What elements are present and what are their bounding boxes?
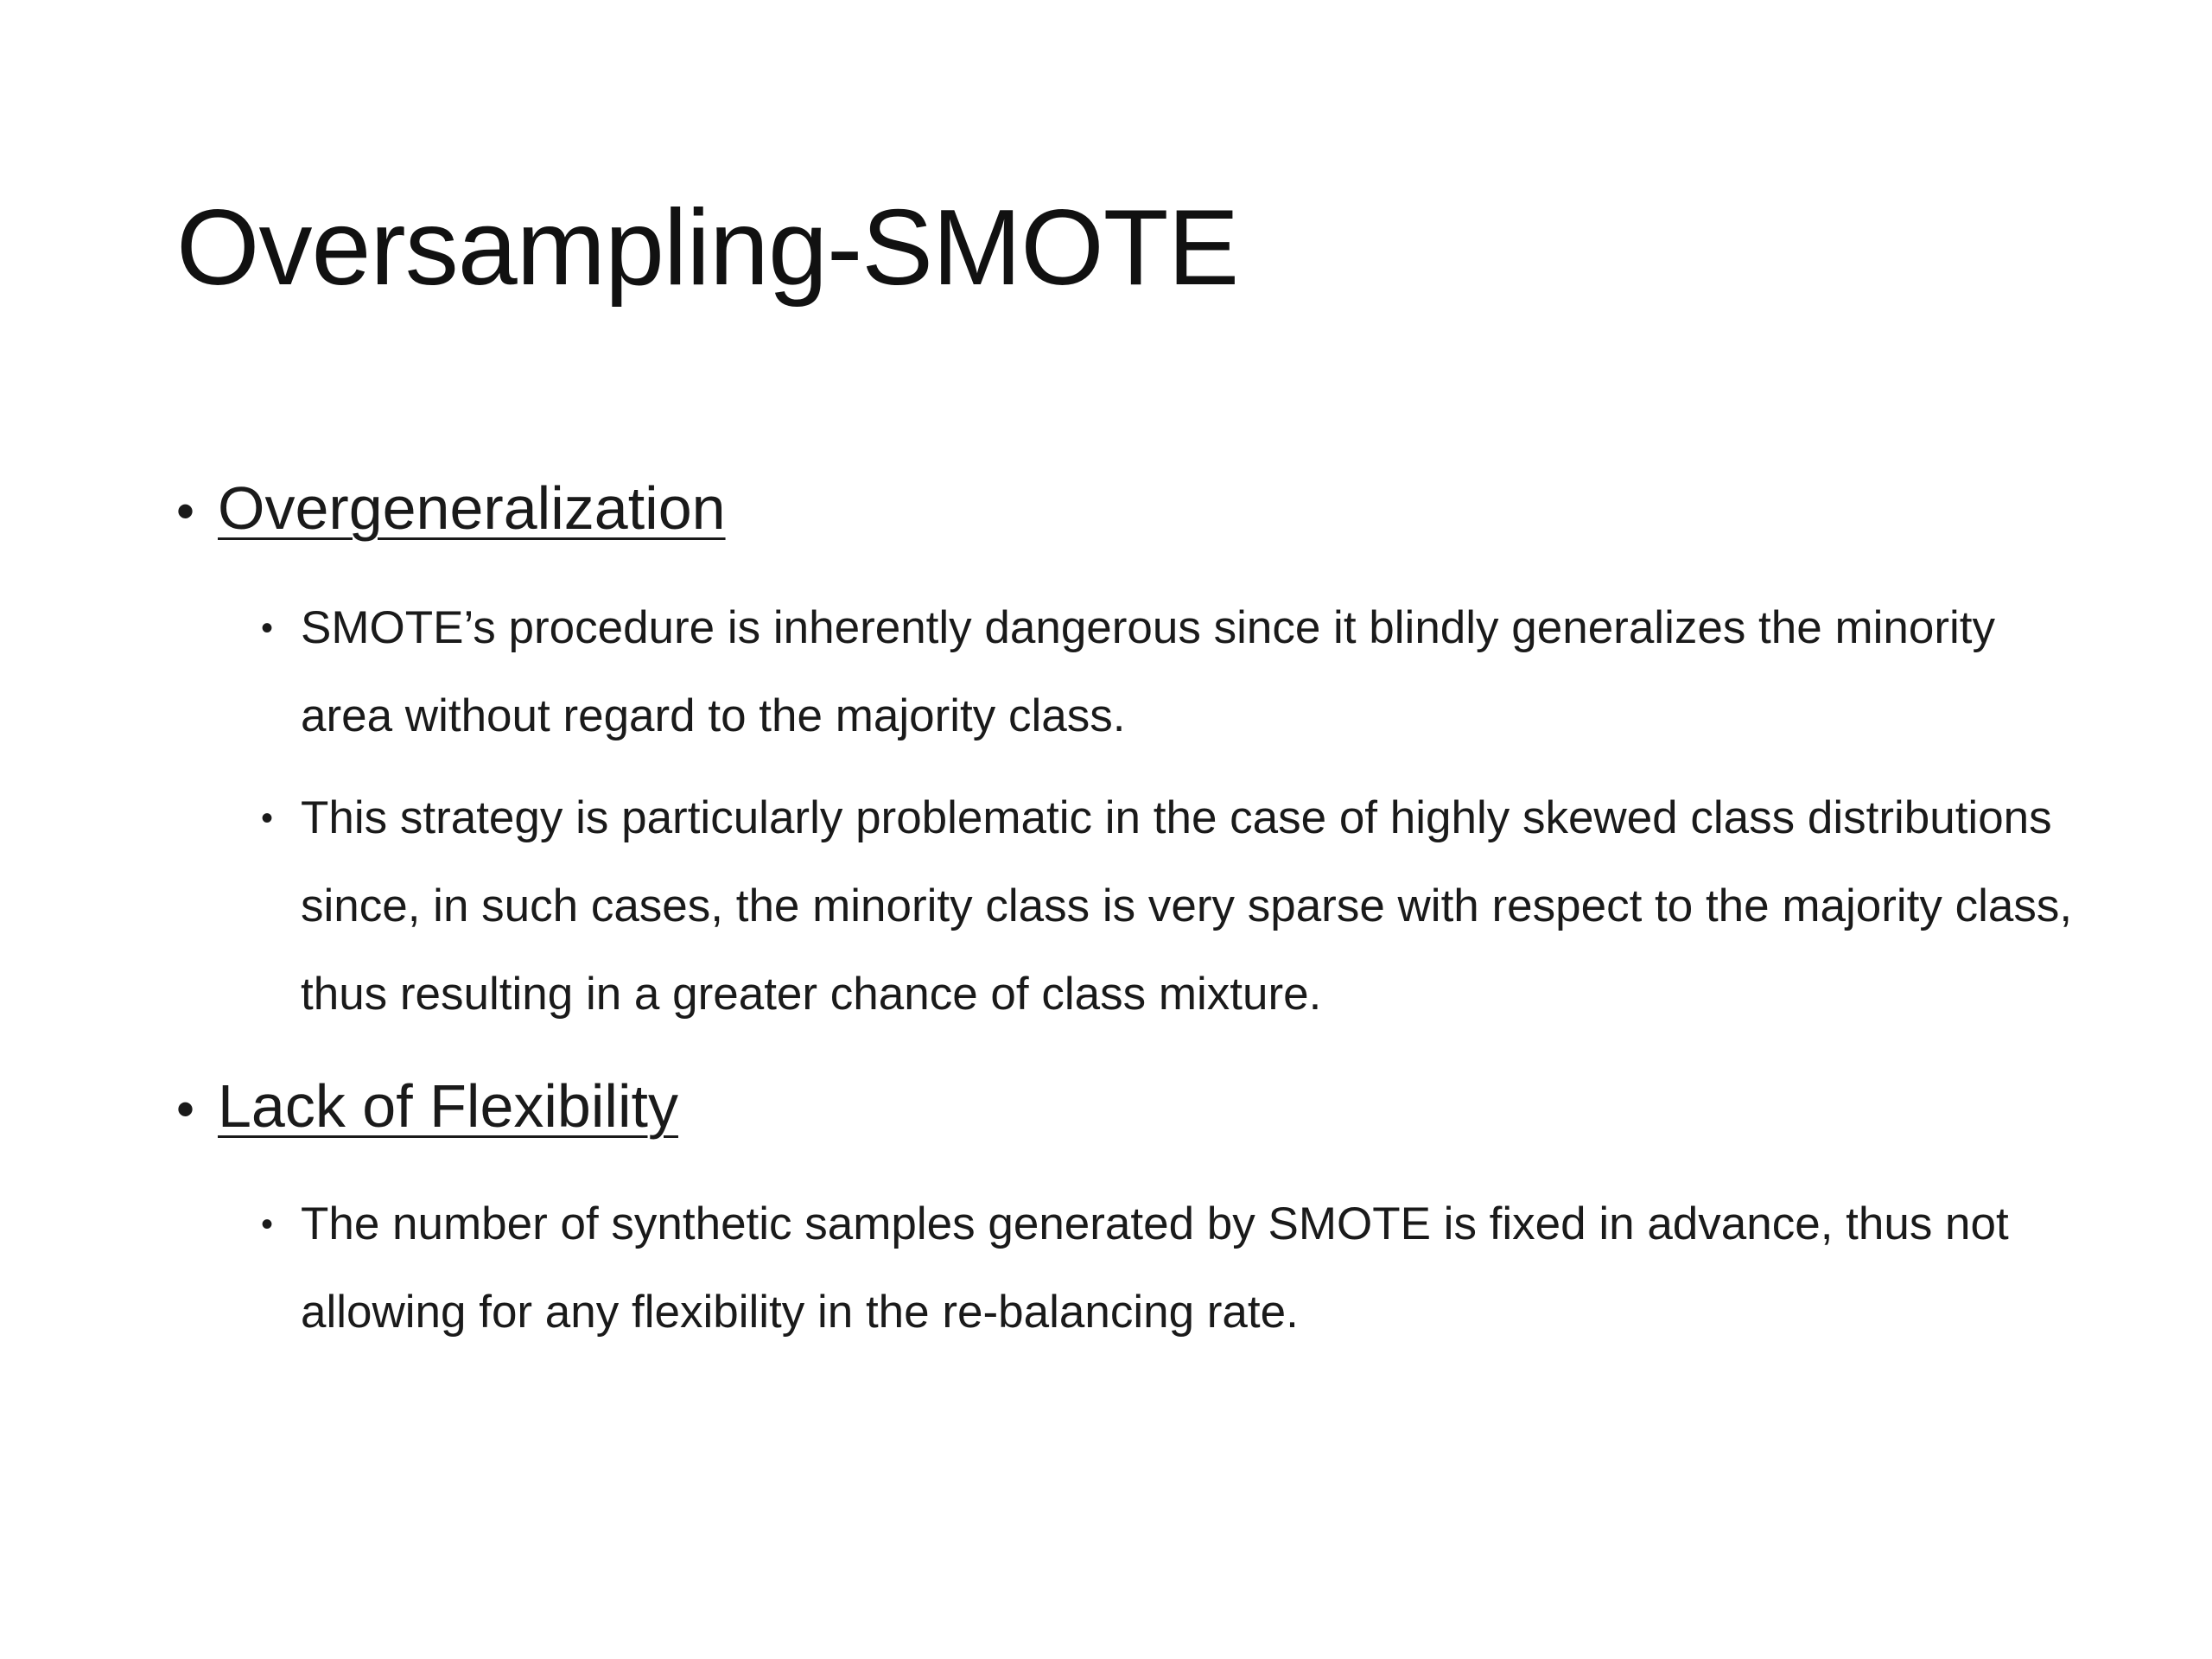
bullet-icon: • <box>176 1080 195 1138</box>
slide-title: Oversampling-SMOTE <box>176 188 1239 308</box>
list-item <box>261 774 2075 1039</box>
bullet-icon: • <box>176 482 195 540</box>
list-item <box>261 584 2075 760</box>
bullet-icon: • <box>261 1205 274 1243</box>
bullet-icon: • <box>261 609 274 647</box>
list-item <box>261 1180 2075 1357</box>
section-overgeneralization <box>176 474 726 543</box>
bullet-icon: • <box>261 799 274 837</box>
section-heading: Lack of Flexibility <box>218 1072 678 1140</box>
bullet-text: This strategy is particularly problematic in the case of highly skewed class distributions since, in such cases, the minority class is very sparse with respect to the majority class, thus resulting in a greater chance of class mixture. <box>301 792 2073 1020</box>
section-lack-of-flexibility <box>176 1071 678 1141</box>
bullet-text: SMOTE’s procedure is inherently dangerous since it blindly generalizes the minority area without regard to the majority class. <box>301 602 1995 741</box>
bullet-text: The number of synthetic samples generated by SMOTE is fixed in advance, thus not allowing for any flexibility in the re-balancing rate. <box>301 1198 2009 1338</box>
section-heading: Overgeneralization <box>218 474 726 542</box>
